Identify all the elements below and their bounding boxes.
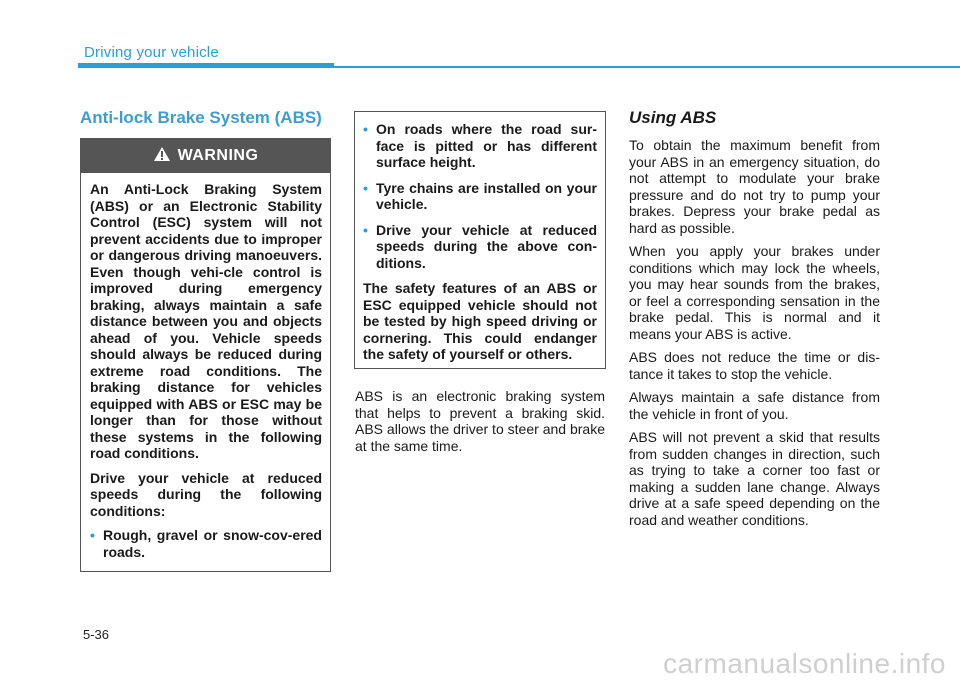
warning-header <box>81 139 330 173</box>
warning-continuation-box <box>354 111 606 369</box>
warning-paragraph: Drive your vehicle at reduced speeds during the following conditions: <box>90 469 322 519</box>
continuation-bullet-item <box>363 222 597 272</box>
site-watermark: carmanualsonline.info <box>663 648 946 679</box>
using-abs-paragraph: To obtain the maximum benefit from your ABS in an emergency situation, do not attempt to modulate your brake pressure and do not try to pump your brakes. Depress your brake pedal as hard as possible. <box>629 137 880 236</box>
warning-box <box>80 138 331 572</box>
bullet-dot-icon: • <box>363 179 368 196</box>
bullet-text: Rough, gravel or snow-cov-ered roads. <box>103 527 322 560</box>
warning-title: WARNING <box>177 147 259 164</box>
continuation-bullet-list <box>363 121 597 271</box>
abs-description: ABS is an electronic braking system that helps to prevent a braking skid. ABS allows the driver to steer and brake at the same time. <box>355 388 605 454</box>
bullet-text: On roads where the road sur-face is pitted or has different surface height. <box>376 121 597 170</box>
warning-bullet-item <box>90 527 322 560</box>
warning-body <box>81 173 330 560</box>
warning-paragraph: An Anti-Lock Braking System (ABS) or an Electronic Stability Control (ESC) system will not prevent accidents due to improper or dangerous driving manoeuvers. Even though vehi-cle control is improved during emergency braking, always maintain a safe distance between you and objects ahead of you. Vehicle speeds should always be reduced during extreme road conditions. The braking distance for vehicles equipped with ABS or ESC may be longer than for those without these systems in the following road conditions. <box>90 181 322 461</box>
using-abs-heading: Using ABS <box>629 108 717 127</box>
using-abs-paragraph: Always maintain a safe distance from the vehicle in front of you. <box>629 389 880 422</box>
continuation-bullet-item <box>363 121 597 171</box>
bullet-text: Drive your vehicle at reduced speeds during the above con-ditions. <box>376 221 597 271</box>
page-number: 5-36 <box>83 627 110 642</box>
abs-heading: Anti-lock Brake System (ABS) <box>80 108 322 127</box>
using-abs-section <box>629 108 880 535</box>
section-title: Driving your vehicle <box>84 44 219 61</box>
bullet-dot-icon: • <box>363 221 368 238</box>
using-abs-paragraph: ABS does not reduce the time or dis-tance it takes to stop the vehicle. <box>629 349 880 382</box>
bullet-text: Tyre chains are installed on your vehicle. <box>376 179 597 212</box>
header-rule-thick <box>78 63 334 68</box>
continuation-closing: The safety features of an ABS or ESC equipped vehicle should not be tested by high speed driving or cornering. This could endanger the safety of yourself or others. <box>363 280 597 362</box>
using-abs-paragraph: When you apply your brakes under conditions which may lock the wheels, you may hear sounds from the brakes, or feel a corresponding sensation in the brake pedal. This is normal and it means your ABS is active. <box>629 243 880 342</box>
bullet-dot-icon: • <box>90 527 95 543</box>
continuation-bullet-item <box>363 180 597 213</box>
bullet-dot-icon: • <box>363 121 368 137</box>
header-rule-thin <box>334 66 960 68</box>
warning-bullet-list <box>90 527 322 560</box>
warning-triangle-icon <box>153 146 171 167</box>
using-abs-paragraph: ABS will not prevent a skid that results from sudden changes in direction, such as trying to take a corner too fast or making a sudden lane change. Always drive at a safe speed depending on the road and weather conditions. <box>629 429 880 528</box>
